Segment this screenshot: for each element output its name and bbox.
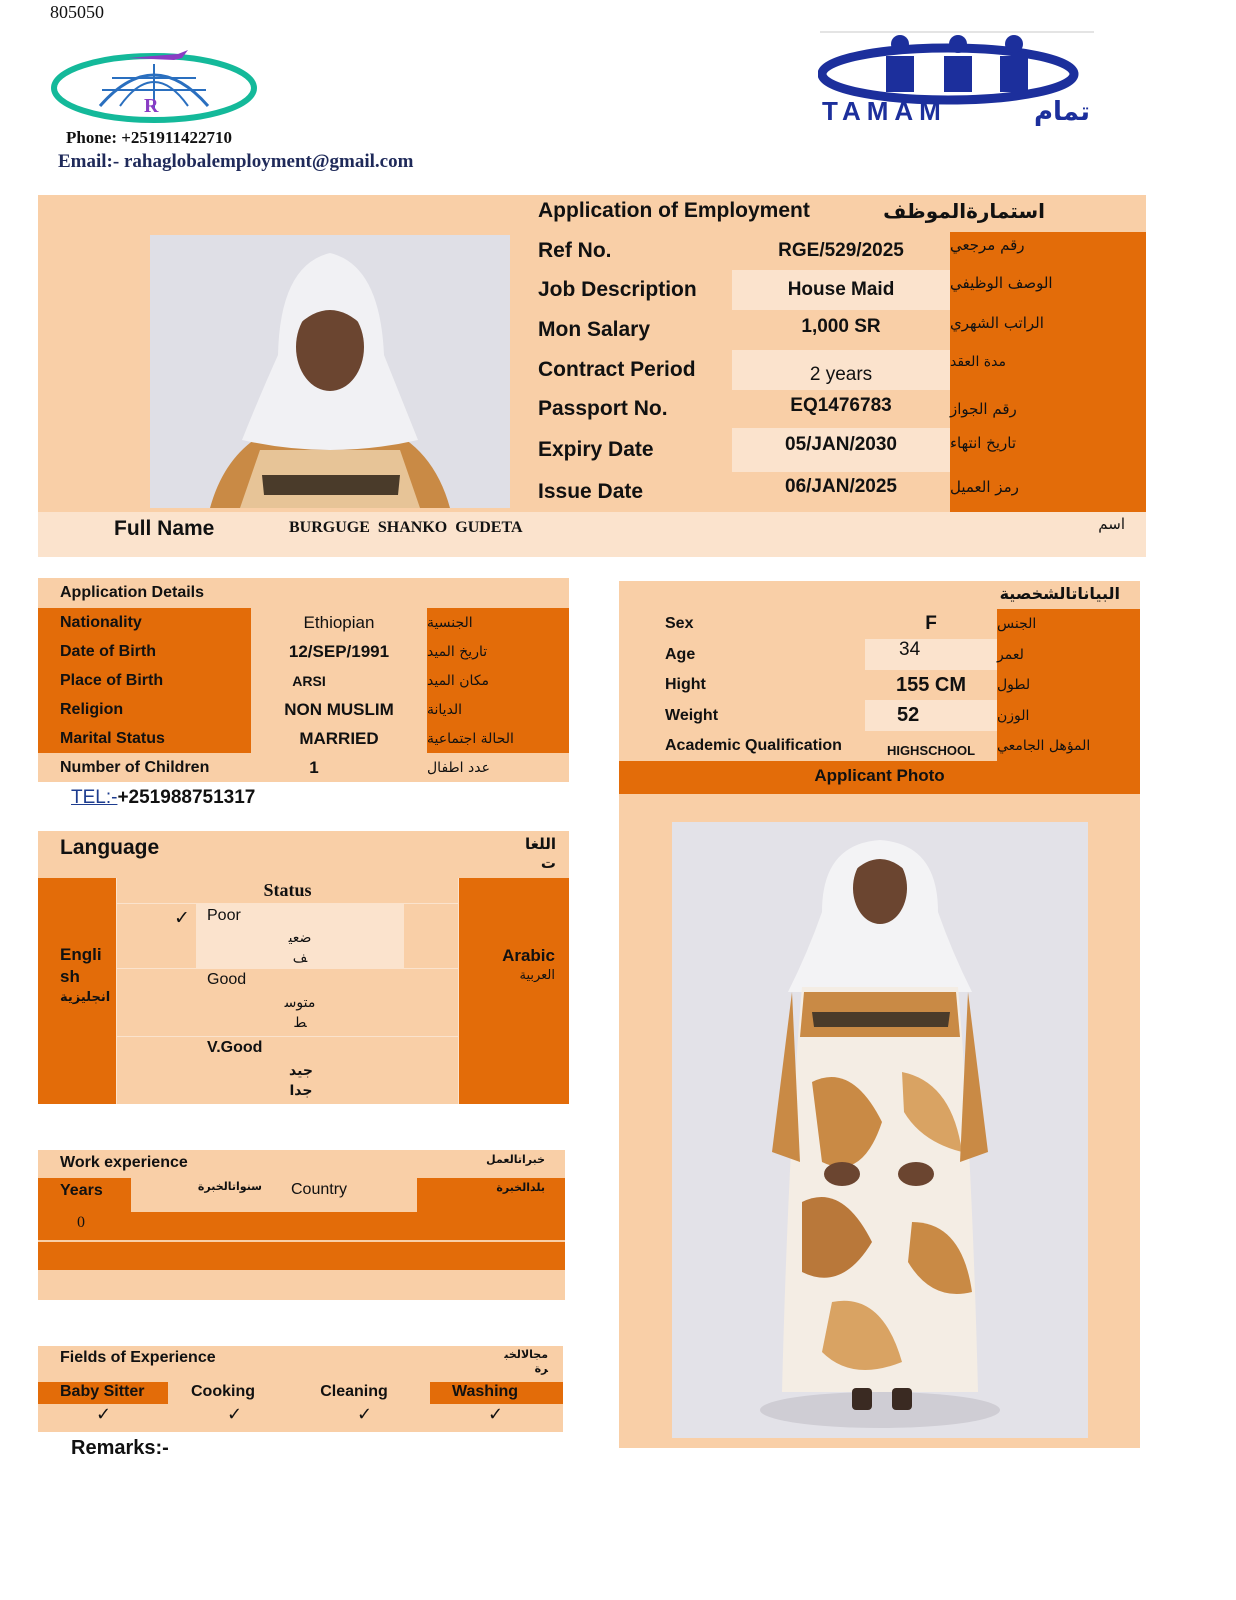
phone-text: Phone: +251911422710 xyxy=(66,128,232,147)
details-row-value: Ethiopian xyxy=(251,608,427,637)
app-row-value: 06/JAN/2025 xyxy=(732,472,950,512)
fields-title-arabic: مجالالخبرة xyxy=(504,1348,548,1375)
personal-title-arabic: البياناتالشخصية xyxy=(999,584,1120,603)
work-country-header: Country xyxy=(291,1181,348,1198)
personal-row-value: 155 CM xyxy=(865,670,997,700)
details-row-value: 1 xyxy=(251,753,427,782)
details-row-label: Nationality xyxy=(38,608,251,637)
details-row-label-arabic: الحالة اجتماعية xyxy=(427,724,569,753)
full-name-label: Full Name xyxy=(114,517,215,540)
tel-line xyxy=(71,787,255,809)
level-vgood-label-arabic: جيد جدا xyxy=(289,1063,313,1099)
full-name-arabic: اسم xyxy=(1098,515,1125,533)
level-poor-check[interactable]: ✓ xyxy=(174,907,190,929)
app-row-value: EQ1476783 xyxy=(732,390,950,428)
personal-row-value: 34 xyxy=(865,639,997,670)
tel-label[interactable]: TEL:- xyxy=(71,787,118,808)
details-row-label: Place of Birth xyxy=(38,666,251,695)
work-row xyxy=(38,1270,565,1300)
personal-row-label: Hight xyxy=(643,670,865,700)
app-row-label: Passport No. xyxy=(516,390,732,428)
app-row-label-arabic: الراتب الشهري xyxy=(950,310,1146,350)
field-baby-sitter-check[interactable]: ✓ xyxy=(96,1404,112,1425)
level-poor-label: Poor xyxy=(207,907,241,924)
svg-text:R: R xyxy=(144,95,159,117)
personal-row-value: 52 xyxy=(865,700,997,731)
app-row-label-arabic: تاريخ انتهاء xyxy=(950,428,1146,472)
app-row-value: RGE/529/2025 xyxy=(732,232,950,270)
app-row-value: House Maid xyxy=(732,270,950,310)
details-row-label-arabic: مكان الميد xyxy=(427,666,569,695)
app-row-label-arabic: رقم الجواز xyxy=(950,390,1146,428)
app-row-label: Mon Salary xyxy=(516,310,732,350)
field-cleaning: Cleaning xyxy=(298,1382,430,1404)
status-header: Status xyxy=(263,880,312,900)
work-row xyxy=(38,1212,565,1240)
work-years-arabic: سنواتالخبرة xyxy=(197,1180,262,1193)
level-vgood-label: V.Good xyxy=(207,1039,263,1056)
details-row-label-arabic: عدد اطفال xyxy=(427,753,569,782)
personal-row-label: Academic Qualification xyxy=(643,731,865,761)
applicant-photo-label: Applicant Photo xyxy=(619,761,1140,794)
field-cleaning-check[interactable]: ✓ xyxy=(357,1404,373,1425)
details-row-value: 12/SEP/1991 xyxy=(251,637,427,666)
work-row xyxy=(38,1242,565,1270)
tamam-logo xyxy=(818,30,1096,126)
field-baby-sitter: Baby Sitter xyxy=(38,1382,168,1404)
personal-row-label-arabic: المؤهل الجامعي xyxy=(997,731,1140,761)
app-row-value: 1,000 SR xyxy=(732,310,950,350)
fields-check-row xyxy=(38,1404,563,1432)
application-title: Application of Employment xyxy=(538,199,810,222)
arabic-cell xyxy=(459,878,569,1104)
field-washing-check[interactable]: ✓ xyxy=(488,1404,504,1425)
app-row-label: Ref No. xyxy=(516,232,732,270)
application-table xyxy=(516,232,1146,512)
personal-row-label: Age xyxy=(643,639,865,670)
app-row-value: 05/JAN/2030 xyxy=(732,428,950,472)
details-row-label: Religion xyxy=(38,695,251,724)
svg-text:تمام: تمام xyxy=(1033,97,1090,126)
details-row-label: Date of Birth xyxy=(38,637,251,666)
details-row-label-arabic: الجنسية xyxy=(427,608,569,637)
arabic-label: Arabic xyxy=(502,946,555,965)
personal-row-label: Sex xyxy=(643,609,865,639)
level-good-label-arabic: متوسط xyxy=(284,995,316,1031)
level-poor-label-arabic: ضعيف xyxy=(288,930,312,966)
field-cooking-check[interactable]: ✓ xyxy=(227,1404,243,1425)
details-row-label-arabic: تاريخ الميد xyxy=(427,637,569,666)
app-row-label-arabic: مدة العقد xyxy=(950,350,1146,390)
applicant-full-photo xyxy=(672,822,1088,1438)
level-good-label: Good xyxy=(207,971,247,988)
english-cell xyxy=(38,878,116,1104)
language-title: Language xyxy=(60,836,160,859)
email-text: Email:- rahaglobalemployment@gmail.com xyxy=(58,151,414,172)
remarks-label: Remarks:- xyxy=(71,1437,169,1459)
full-name-value: BURGUGE SHANKO GUDETA xyxy=(289,519,523,536)
personal-row-label-arabic: الجنس xyxy=(997,609,1140,639)
english-label: Engli sh xyxy=(60,945,102,986)
tel-value: +251988751317 xyxy=(117,787,256,808)
field-washing: Washing xyxy=(430,1382,563,1404)
personal-row-value: HIGHSCHOOL xyxy=(865,731,997,761)
details-row-value: ARSI xyxy=(251,666,427,695)
english-label-arabic: انجليزية xyxy=(60,990,111,1005)
language-title-arabic: اللغات xyxy=(525,835,556,872)
details-table xyxy=(38,608,569,782)
work-years-value: 0 xyxy=(77,1214,85,1231)
app-row-label: Expiry Date xyxy=(516,428,732,472)
details-row-value: NON MUSLIM xyxy=(251,695,427,724)
app-row-label-arabic: الوصف الوظيفي xyxy=(950,270,1146,310)
application-title-arabic: استمارةالموظف xyxy=(883,199,1045,223)
details-row-label: Marital Status xyxy=(38,724,251,753)
personal-row-label-arabic: لطول xyxy=(997,670,1140,700)
personal-row-label-arabic: لعمر xyxy=(997,639,1140,670)
level-divider xyxy=(116,968,459,969)
app-row-label: Issue Date xyxy=(516,472,732,512)
details-row-label-arabic: الديانة xyxy=(427,695,569,724)
personal-row-value: F xyxy=(865,609,997,639)
details-row-label: Number of Children xyxy=(38,753,251,782)
work-years-header: Years xyxy=(38,1178,131,1212)
work-country-header-cell xyxy=(131,1178,417,1212)
level-divider xyxy=(116,1036,459,1037)
fields-title: Fields of Experience xyxy=(60,1349,216,1366)
work-title: Work experience xyxy=(60,1154,188,1171)
work-title-arabic: خبراتالعمل xyxy=(486,1153,545,1166)
personal-row-label: Weight xyxy=(643,700,865,731)
work-country-arabic: بلدالخبرة xyxy=(417,1178,565,1212)
field-cooking: Cooking xyxy=(168,1382,298,1404)
document-number: 805050 xyxy=(50,2,104,22)
details-title: Application Details xyxy=(60,584,205,601)
personal-table xyxy=(643,609,1140,761)
arabic-label-arabic: العربية xyxy=(519,968,555,983)
app-row-label-arabic: رقم مرجعي xyxy=(950,232,1146,270)
details-row-value: MARRIED xyxy=(251,724,427,753)
app-row-value: 2 years xyxy=(732,350,950,390)
raha-logo xyxy=(50,48,260,128)
app-row-label: Job Description xyxy=(516,270,732,310)
svg-text:TAMAM: TAMAM xyxy=(822,96,947,126)
app-row-label: Contract Period xyxy=(516,350,732,390)
applicant-headshot xyxy=(150,235,510,508)
app-row-label-arabic: رمز العميل xyxy=(950,472,1146,512)
personal-row-label-arabic: الوزن xyxy=(997,700,1140,731)
